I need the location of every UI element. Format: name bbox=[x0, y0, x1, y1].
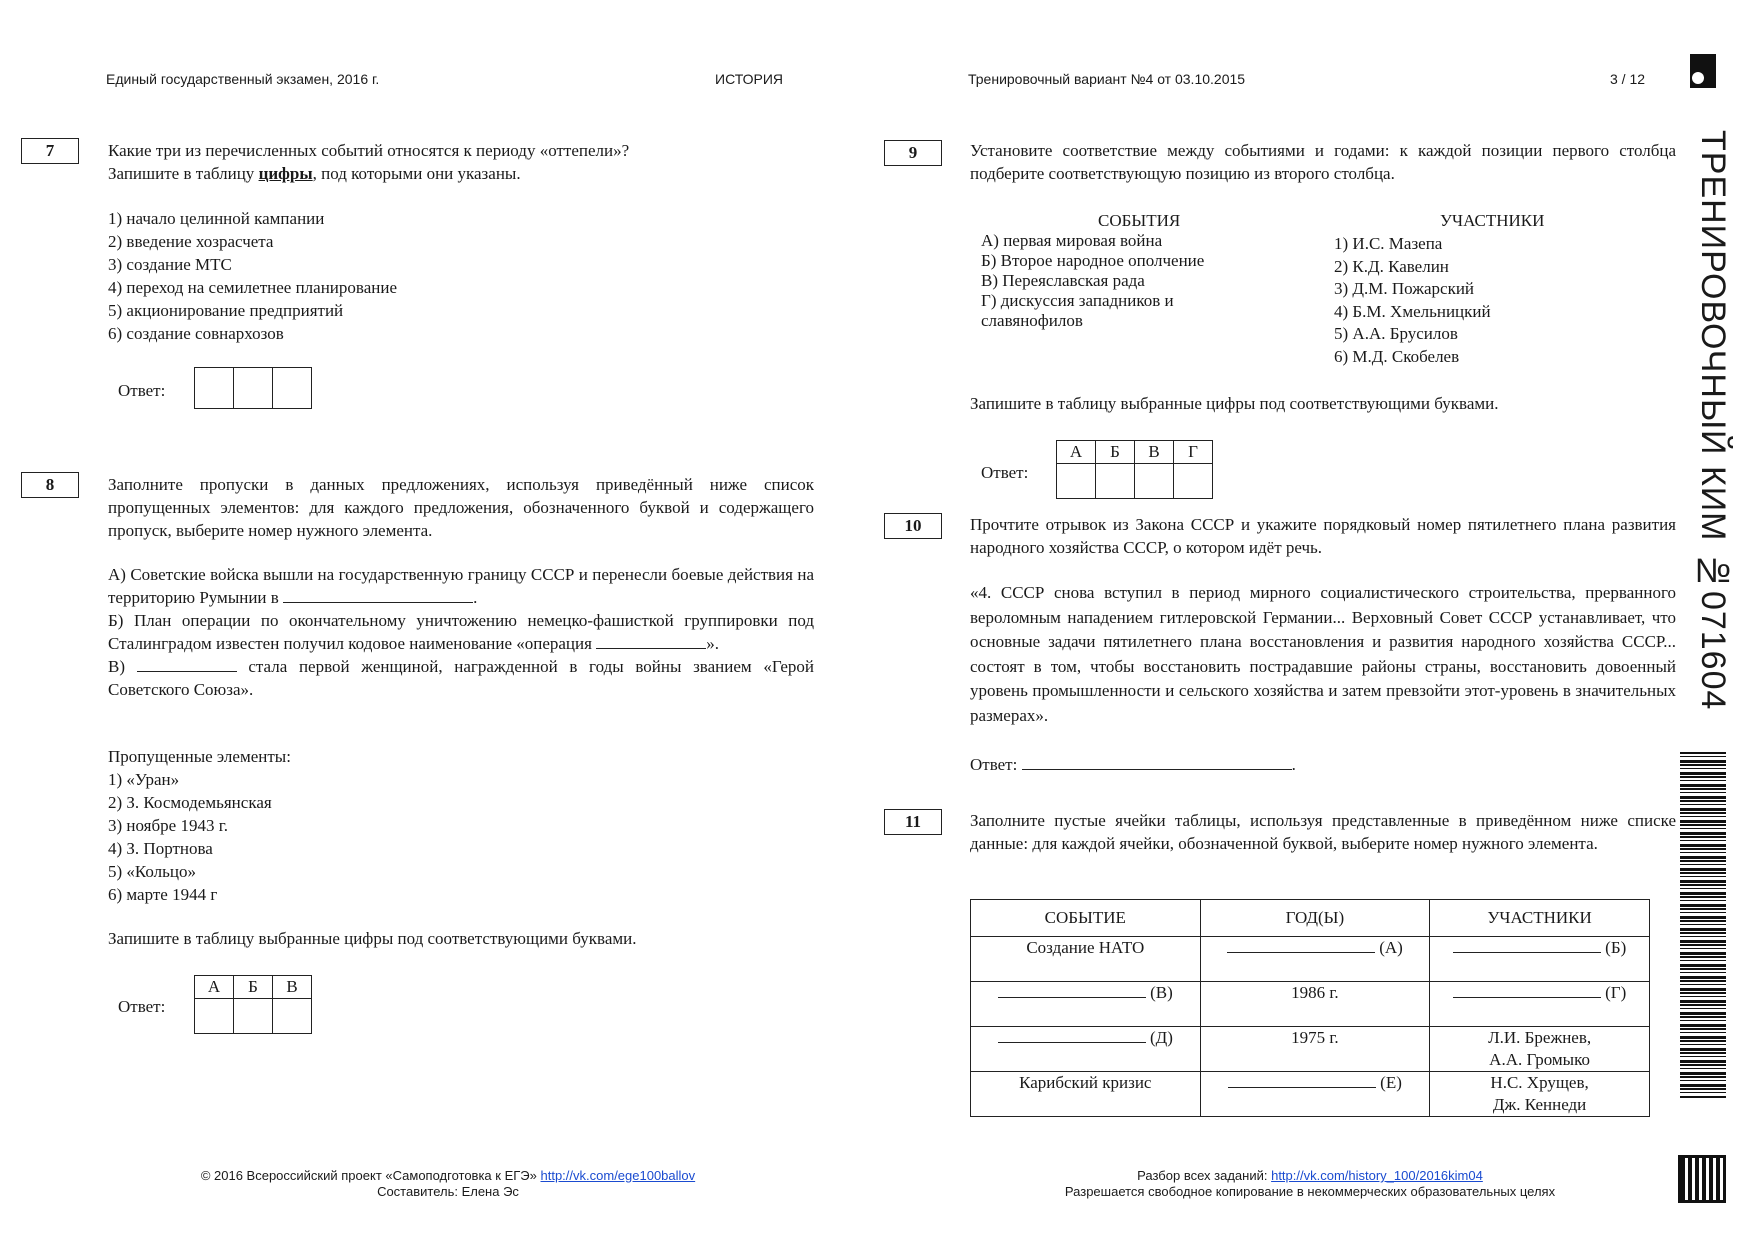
participant-name: Н.С. Хрущев, bbox=[1490, 1073, 1589, 1092]
q8-sentence-b-end: ». bbox=[706, 634, 719, 653]
question-8-answer-label: Ответ: bbox=[118, 997, 166, 1016]
question-10-quote: «4. СССР снова вступил в период мирного социалистического строительства, прерванного вероломным нападением гитлеровской Германии... Верховный Совет СССР устанавливает, что основные задачи пятилетнего плана восстановления и развития народного хозяйства СССР... состоят в том, чтобы восстановить пострадавшие районы страны, восстановить довоенный уровень промышленности и сельского хозяйства и затем превзойти этот-уровень в значительных размерах». bbox=[970, 583, 1676, 725]
list-item: Б) Второе народное ополчение bbox=[981, 251, 1205, 270]
table-cell[interactable] bbox=[1200, 937, 1430, 982]
header-variant: Тренировочный вариант №4 от 03.10.2015 bbox=[968, 71, 1246, 87]
footer-link-history[interactable]: http://vk.com/history_100/2016kim04 bbox=[1271, 1168, 1483, 1183]
answer-cell[interactable] bbox=[1174, 464, 1213, 499]
barcode-icon bbox=[1680, 752, 1726, 1098]
answer-letter: В bbox=[273, 976, 312, 999]
list-item: 4) Б.М. Хмельницкий bbox=[1334, 301, 1491, 321]
answer-letter: А bbox=[1057, 441, 1096, 464]
question-9-answer-grid bbox=[1056, 440, 1213, 499]
list-item: 4) переход на семилетнее планирование bbox=[108, 278, 397, 297]
list-item: 3) Д.М. Пожарский bbox=[1334, 279, 1475, 298]
header-exam-title: Единый государственный экзамен, 2016 г. bbox=[106, 71, 380, 87]
footer-copyright: © 2016 Всероссийский проект «Самоподготовка к ЕГЭ» bbox=[200, 1168, 537, 1183]
footer-license: Разрешается свободное копирование в некоммерческих образовательных целях bbox=[1064, 1184, 1556, 1199]
question-8-missing-list bbox=[108, 745, 291, 906]
table-cell[interactable] bbox=[971, 1027, 1201, 1072]
table-cell bbox=[1430, 1072, 1650, 1117]
blank-line[interactable] bbox=[1228, 1072, 1376, 1088]
q8-sentence-b-text: Б) План операции по окончательному уничтожению немецко-фашисткой группировки под Сталинградом известен получил кодовое наименование «операция bbox=[108, 611, 814, 653]
question-10-answer-label: Ответ: bbox=[970, 755, 1018, 774]
list-item: 5) «Кольцо» bbox=[108, 862, 197, 881]
participant-name: Л.И. Брежнев, bbox=[1488, 1028, 1592, 1047]
question-11-number: 11 bbox=[884, 809, 942, 835]
list-item: 6) М.Д. Скобелев bbox=[1334, 346, 1460, 366]
q7-instr-a: Запишите в таблицу bbox=[108, 164, 259, 183]
question-9-events bbox=[981, 231, 1251, 331]
answer-cell[interactable] bbox=[1096, 464, 1135, 499]
question-8-answer-grid bbox=[194, 975, 312, 1034]
table-cell[interactable] bbox=[1430, 937, 1650, 982]
question-7-answer-label: Ответ: bbox=[118, 381, 166, 400]
answer-letter: В bbox=[1135, 441, 1174, 464]
footer-right bbox=[1000, 1168, 1620, 1200]
question-10-answer: Ответ: . bbox=[970, 755, 1296, 774]
q8-sentence-a-text: А) Советские войска вышли на государственную границу СССР и перенесли боевые действия на территорию Румынии в bbox=[108, 565, 814, 607]
question-9-number: 9 bbox=[884, 140, 942, 166]
question-8-sentences bbox=[108, 563, 814, 701]
question-11-text: Заполните пустые ячейки таблицы, используя представленные в приведённом ниже списке данные: для каждой ячейки, обозначенной буквой, выберите номер нужного элемента. bbox=[970, 811, 1676, 853]
footer-review: Разбор всех заданий: bbox=[1137, 1168, 1268, 1183]
participants-column-title: УЧАСТНИКИ bbox=[1440, 211, 1545, 230]
column-header: ГОД(Ы) bbox=[1200, 900, 1430, 937]
footer-link-ege100[interactable]: http://vk.com/ege100ballov bbox=[540, 1168, 696, 1183]
footer-left bbox=[168, 1168, 728, 1200]
cell-letter: (Г) bbox=[1605, 983, 1627, 1002]
table-cell bbox=[1430, 1027, 1650, 1072]
table-row bbox=[971, 1027, 1650, 1072]
blank-line[interactable] bbox=[1453, 982, 1601, 998]
q7-instr-emph: цифры bbox=[258, 164, 313, 183]
question-9-participants bbox=[1334, 233, 1491, 368]
question-7-prompt: Какие три из перечисленных событий относятся к периоду «оттепели»? bbox=[108, 141, 630, 160]
list-item: А) первая мировая война bbox=[981, 231, 1163, 250]
table-cell[interactable] bbox=[1430, 982, 1650, 1027]
corner-marker-icon bbox=[1690, 54, 1716, 88]
qr-code-icon bbox=[1678, 1155, 1726, 1203]
blank-line[interactable] bbox=[1453, 937, 1601, 953]
question-8-instruction: Запишите в таблицу выбранные цифры под соответствующими буквами. bbox=[108, 929, 637, 948]
answer-letter: Б bbox=[234, 976, 273, 999]
question-9-instruction: Запишите в таблицу выбранные цифры под соответствующими буквами. bbox=[970, 394, 1499, 413]
cell-letter: (А) bbox=[1379, 938, 1403, 957]
answer-cell[interactable] bbox=[273, 368, 312, 409]
question-7-number: 7 bbox=[21, 138, 79, 164]
answer-letter: Б bbox=[1096, 441, 1135, 464]
answer-letter: Г bbox=[1174, 441, 1213, 464]
question-8-number: 8 bbox=[21, 472, 79, 498]
answer-letter: А bbox=[195, 976, 234, 999]
answer-cell[interactable] bbox=[234, 999, 273, 1034]
q8-sentence-c-letter: В) bbox=[108, 657, 125, 676]
blank-line[interactable] bbox=[137, 656, 237, 672]
blank-line[interactable] bbox=[998, 1027, 1146, 1043]
answer-cell[interactable] bbox=[1057, 464, 1096, 499]
cell-letter: (Е) bbox=[1380, 1073, 1402, 1092]
table-cell[interactable] bbox=[971, 982, 1201, 1027]
side-title: ТРЕНИРОВОЧНЫЙ КИМ №071604 bbox=[1694, 130, 1732, 711]
list-item: В) Переяславская рада bbox=[981, 271, 1145, 290]
q7-instr-c: , под которыми они указаны. bbox=[312, 164, 521, 183]
table-row bbox=[971, 937, 1650, 982]
header-page-number: 3 / 12 bbox=[1610, 71, 1646, 87]
list-item: 2) З. Космодемьянская bbox=[108, 793, 272, 812]
cell-letter: (Б) bbox=[1605, 938, 1627, 957]
question-10-text: Прочтите отрывок из Закона СССР и укажите порядковый номер пятилетнего плана развития народного хозяйства СССР, о котором идёт речь. bbox=[970, 515, 1676, 557]
participant-name: А.А. Громыко bbox=[1489, 1050, 1590, 1069]
table-cell: Создание НАТО bbox=[971, 937, 1201, 982]
cell-letter: (Д) bbox=[1149, 1028, 1173, 1047]
blank-line[interactable] bbox=[596, 633, 706, 649]
question-8-intro: Заполните пропуски в данных предложениях, используя приведённый ниже список пропущенных элементов: для каждого предложения, обозначенного буквой и содержащего пропуск, выберите номер нужного элемента. bbox=[108, 475, 814, 540]
column-header: СОБЫТИЕ bbox=[971, 900, 1201, 937]
question-11-table bbox=[970, 899, 1650, 1117]
table-cell: Карибский кризис bbox=[971, 1072, 1201, 1117]
list-item: 5) А.А. Брусилов bbox=[1334, 324, 1458, 343]
answer-cell[interactable] bbox=[234, 368, 273, 409]
list-item: 2) введение хозрасчета bbox=[108, 232, 274, 251]
q8-sentence-c-text: стала первой женщиной, награжденной в годы войны званием «Герой Советского Союза». bbox=[108, 657, 814, 699]
table-cell: 1975 г. bbox=[1200, 1027, 1430, 1072]
question-10-number: 10 bbox=[884, 513, 942, 539]
table-row bbox=[971, 1072, 1650, 1117]
list-item: 5) акционирование предприятий bbox=[108, 301, 344, 320]
question-8-sentence-b bbox=[108, 609, 814, 655]
question-9-text: Установите соответствие между событиями и годами: к каждой позиции первого столбца подберите соответствующую позицию из второго столбца. bbox=[970, 141, 1676, 183]
question-8-sentence-c bbox=[108, 655, 814, 701]
answer-cell[interactable] bbox=[1135, 464, 1174, 499]
list-item: 6) создание совнархозов bbox=[108, 324, 284, 343]
question-7-options bbox=[108, 207, 397, 345]
answer-cell[interactable] bbox=[195, 368, 234, 409]
list-item: Г) дискуссия западников и славянофилов bbox=[981, 291, 1174, 330]
table-row bbox=[971, 982, 1650, 1027]
question-8-sentence-a: А) Советские войска вышли на государственную границу СССР и перенесли боевые действия на территорию Румынии в . bbox=[108, 565, 814, 607]
list-item: 1) начало целинной кампании bbox=[108, 209, 325, 228]
answer-cell[interactable] bbox=[195, 999, 234, 1034]
column-header: УЧАСТНИКИ bbox=[1430, 900, 1650, 937]
blank-line[interactable] bbox=[998, 982, 1146, 998]
question-7-text bbox=[108, 139, 818, 185]
answer-line[interactable] bbox=[1022, 754, 1292, 770]
events-column-title: СОБЫТИЯ bbox=[1098, 211, 1181, 230]
participant-name: Дж. Кеннеди bbox=[1492, 1095, 1587, 1114]
answer-cell[interactable] bbox=[273, 999, 312, 1034]
question-7-answer-grid bbox=[194, 367, 312, 409]
header-subject: ИСТОРИЯ bbox=[715, 71, 784, 87]
list-item: 1) «Уран» bbox=[108, 770, 180, 789]
cell-letter: (В) bbox=[1150, 983, 1173, 1002]
table-row bbox=[971, 900, 1650, 937]
table-cell: 1986 г. bbox=[1200, 982, 1430, 1027]
missing-title: Пропущенные элементы: bbox=[108, 747, 291, 766]
footer-author: Составитель: Елена Эс bbox=[377, 1184, 519, 1199]
list-item: 3) создание МТС bbox=[108, 255, 232, 274]
table-cell[interactable] bbox=[1200, 1072, 1430, 1117]
list-item: 4) З. Портнова bbox=[108, 839, 213, 858]
list-item: 3) ноябре 1943 г. bbox=[108, 816, 229, 835]
list-item: 1) И.С. Мазепа bbox=[1334, 234, 1443, 253]
list-item: 2) К.Д. Кавелин bbox=[1334, 256, 1449, 276]
footer-copyright-line bbox=[168, 1168, 728, 1184]
list-item: 6) марте 1944 г bbox=[108, 885, 218, 904]
question-7-instruction bbox=[108, 162, 818, 185]
blank-line[interactable] bbox=[1227, 937, 1375, 953]
blank-line[interactable] bbox=[283, 587, 473, 603]
footer-review-line bbox=[1000, 1168, 1620, 1184]
question-9-answer-label: Ответ: bbox=[981, 463, 1029, 482]
